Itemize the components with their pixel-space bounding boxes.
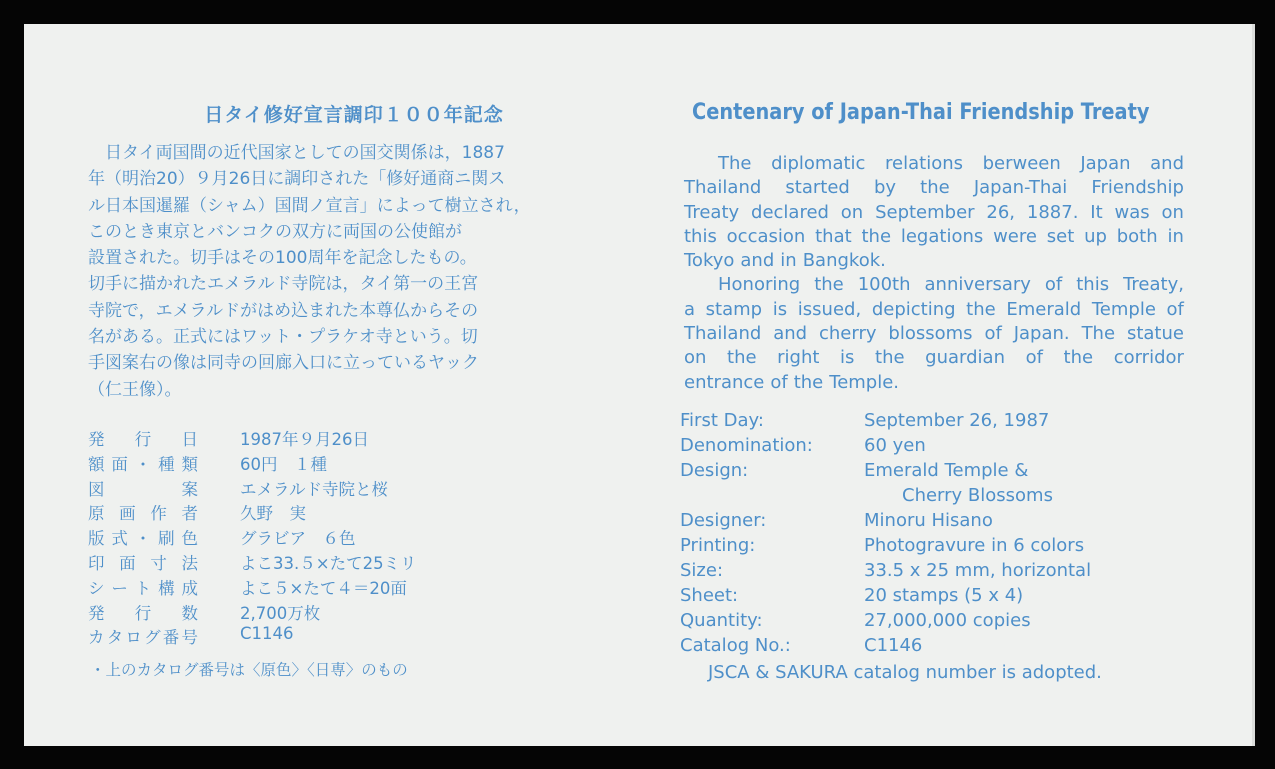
english-spec-value: Photogravure in 6 colors — [864, 535, 1085, 556]
japanese-spec-label: 発行数 — [88, 603, 198, 623]
japanese-spec-label: 版式・刷色 — [88, 529, 198, 549]
japanese-spec-label: 原画作者 — [88, 504, 198, 524]
japanese-spec-value: エメラルド寺院と桜 — [240, 479, 389, 499]
english-spec-label: Quantity: — [680, 610, 763, 631]
japanese-paragraph — [88, 140, 588, 403]
english-spec-value: C1146 — [864, 635, 923, 656]
japanese-paragraph-line: 名がある。正式にはワット・プラケオ寺という。切 — [88, 327, 478, 348]
english-spec-value: 27,000,000 copies — [864, 610, 1031, 631]
japanese-paragraph-line: このとき東京とバンコクの双方に両国の公使館が — [88, 221, 462, 242]
english-spec-label: Designer: — [680, 510, 767, 531]
english-spec-label: Catalog No.: — [680, 635, 791, 656]
english-paragraph-line: Treaty declared on September 26, 1887. It was on — [684, 201, 1184, 223]
japanese-spec-value: よこ33.５×たて25ミリ — [240, 553, 417, 573]
english-title: Centenary of Japan-Thai Friendship Treaty — [692, 100, 1150, 125]
english-paragraph-line: Tokyo and in Bangkok. — [684, 250, 886, 272]
japanese-paragraph-line: 日タイ両国間の近代国家としての国交関係は，1887 — [88, 143, 505, 163]
japanese-spec-value: よこ５×たて４＝20面 — [240, 578, 407, 598]
english-spec-label: Sheet: — [680, 585, 739, 606]
japanese-paragraph-line: 設置された。切手はその100周年を記念したもの。 — [88, 248, 477, 269]
japanese-spec-value: 60円 １種 — [240, 454, 327, 474]
japanese-title: 日タイ修好宣言調印１００年記念 — [204, 104, 504, 126]
english-paragraph-line: on the right is the guardian of the corridor — [684, 347, 1184, 369]
english-paragraph-line: Thailand and cherry blossoms of Japan. The statue — [684, 323, 1184, 345]
japanese-catalog-note: ・上のカタログ番号は〈原色〉〈日専〉のもの — [90, 661, 408, 679]
japanese-spec-label: シート構成 — [88, 578, 198, 598]
english-spec-value: 20 stamps (5 x 4) — [864, 585, 1024, 606]
japanese-paragraph-line: 切手に描かれたエメラルド寺院は，タイ第一の王宮 — [88, 274, 479, 295]
japanese-spec-label: 額面・種類 — [88, 454, 198, 474]
english-paragraph-line: this occasion that the legations were set up both in — [684, 225, 1184, 247]
english-spec-value: September 26, 1987 — [864, 410, 1050, 431]
japanese-spec-label: カタログ番号 — [88, 628, 198, 648]
japanese-paragraph-line: 年（明治20）９月26日に調印された「修好通商ニ関ス — [88, 169, 506, 190]
japanese-paragraph-line: ル日本国暹羅（シャム）国間ノ宣言」によって樹立され， — [88, 195, 531, 216]
japanese-paragraph-line: 寺院で，エメラルドがはめ込まれた本尊仏からその — [88, 300, 479, 321]
japanese-spec-label: 発行日 — [88, 430, 198, 449]
english-spec-value: Minoru Hisano — [864, 510, 993, 531]
english-spec-label: Design: — [680, 460, 749, 481]
english-paragraph-line: a stamp is issued, depicting the Emerald Temple of — [684, 298, 1184, 320]
english-paragraph-line: Honoring the 100th anniversary of this Treaty, — [718, 274, 1184, 296]
english-spec-label: Printing: — [680, 535, 756, 556]
japanese-spec-value: C1146 — [240, 624, 294, 644]
english-catalog-footer: JSCA & SAKURA catalog number is adopted. — [708, 662, 1102, 683]
english-spec-value: 60 yen — [864, 435, 926, 456]
english-spec-label: Denomination: — [680, 435, 813, 456]
english-paragraph — [684, 152, 1184, 395]
english-spec-value: Cherry Blossoms — [902, 485, 1053, 506]
english-spec-label: Size: — [680, 560, 724, 581]
japanese-spec-label: 印面寸法 — [88, 553, 198, 573]
japanese-spec-label: 図案 — [88, 479, 198, 499]
japanese-spec-value: 久野 実 — [240, 504, 306, 524]
japanese-spec-value: グラビア ６色 — [240, 529, 356, 549]
english-paragraph-line: Thailand started by the Japan-Thai Friendship — [684, 177, 1184, 199]
english-spec-value: Emerald Temple & — [864, 460, 1029, 481]
english-spec-value: 33.5 x 25 mm, horizontal — [864, 560, 1092, 581]
japanese-spec-value: 2,700万枚 — [240, 603, 321, 623]
english-paragraph-line: The diplomatic relations berween Japan and — [718, 153, 1184, 174]
japanese-paragraph-line: （仁王像）。 — [88, 379, 182, 400]
leaflet-card — [24, 24, 1255, 746]
english-spec-label: First Day: — [680, 410, 764, 431]
japanese-paragraph-line: 手図案右の像は同寺の回廊入口に立っているヤック — [88, 353, 479, 374]
english-paragraph-line: entrance of the Temple. — [684, 371, 900, 393]
japanese-spec-value: 1987年９月26日 — [240, 430, 369, 449]
